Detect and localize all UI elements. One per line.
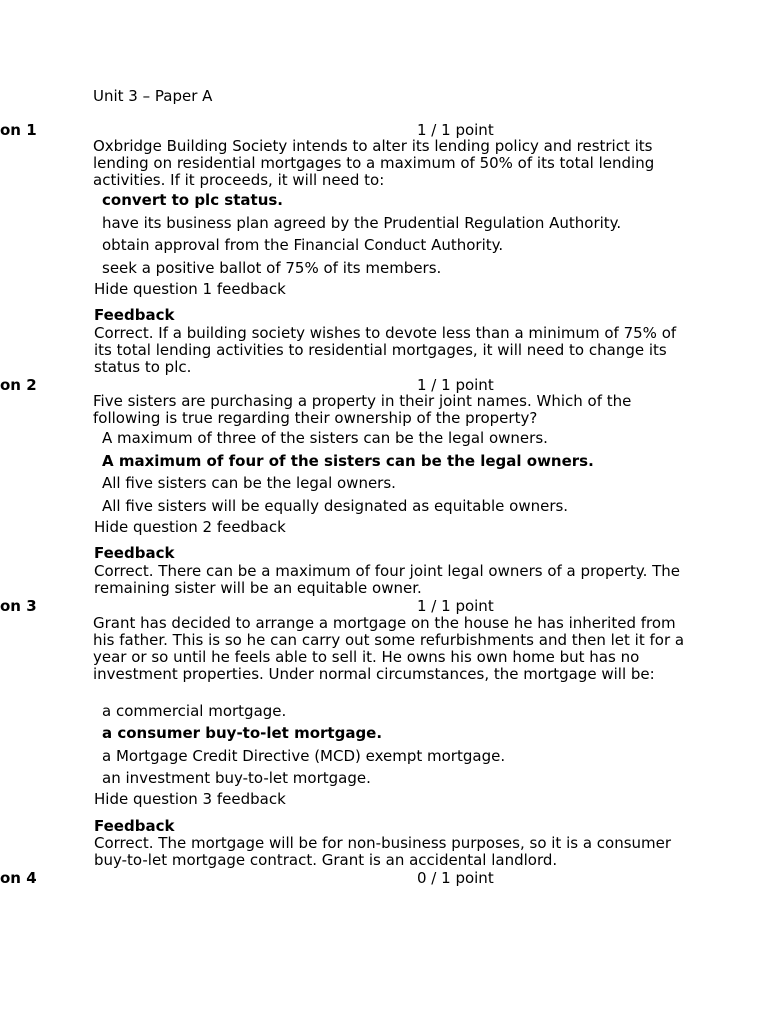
question-4-label: on 4 — [0, 869, 37, 887]
question-2-text: Five sisters are purchasing a property in their joint names. Which of the following is true regarding their ownership of the property? — [93, 392, 632, 427]
question-3-score: 1 / 1 point — [417, 597, 494, 615]
question-1-option-4[interactable]: seek a positive ballot of 75% of its members. — [102, 259, 442, 277]
feedback-text-3: Correct. The mortgage will be for non-business purposes, so it is a consumer buy-to-let mortgage contract. Grant is an accidental landlord. — [94, 834, 672, 869]
question-2-option-4[interactable]: All five sisters will be equally designated as equitable owners. — [102, 497, 569, 515]
hide-feedback-toggle-3[interactable]: Hide question 3 feedback — [94, 790, 286, 808]
hide-feedback-toggle-2[interactable]: Hide question 2 feedback — [94, 518, 286, 536]
question-3-text: Grant has decided to arrange a mortgage on the house he has inherited from his father. This is so he can carry out some refurbishments and then let it for a year or so until he feels able to sell it. He owns his own home but has no investment properties. Under normal circumstances, the mortgage will be: — [93, 614, 685, 683]
question-3-option-4[interactable]: an investment buy-to-let mortgage. — [102, 769, 371, 787]
question-1-option-1[interactable]: convert to plc status. — [102, 191, 284, 209]
page-title: Unit 3 – Paper A — [93, 87, 213, 105]
question-2-option-2[interactable]: A maximum of four of the sisters can be the legal owners. — [102, 452, 594, 470]
question-3-label: on 3 — [0, 597, 37, 615]
hide-feedback-toggle-1[interactable]: Hide question 1 feedback — [94, 280, 286, 298]
question-1-text: Oxbridge Building Society intends to alter its lending policy and restrict its lending on residential mortgages to a maximum of 50% of its total lending activities. If it proceeds, it will need to: — [93, 137, 655, 189]
question-1-score: 1 / 1 point — [417, 121, 494, 139]
feedback-text-1: Correct. If a building society wishes to devote less than a minimum of 75% of its total lending activities to residential mortgages, it will need to change its status to plc. — [94, 324, 677, 376]
question-2-option-1[interactable]: A maximum of three of the sisters can be the legal owners. — [102, 429, 548, 447]
question-2-option-3[interactable]: All five sisters can be the legal owners. — [102, 474, 396, 492]
question-1-option-2[interactable]: have its business plan agreed by the Prudential Regulation Authority. — [102, 214, 622, 232]
question-1-option-3[interactable]: obtain approval from the Financial Conduct Authority. — [102, 236, 504, 254]
question-2-score: 1 / 1 point — [417, 376, 494, 394]
question-2-label: on 2 — [0, 376, 37, 394]
feedback-heading-1: Feedback — [94, 306, 175, 324]
question-3-option-1[interactable]: a commercial mortgage. — [102, 702, 287, 720]
feedback-heading-2: Feedback — [94, 544, 175, 562]
question-4-score: 0 / 1 point — [417, 869, 494, 887]
question-1-label: on 1 — [0, 121, 37, 139]
feedback-heading-3: Feedback — [94, 817, 175, 835]
question-3-option-2[interactable]: a consumer buy-to-let mortgage. — [102, 724, 383, 742]
question-3-option-3[interactable]: a Mortgage Credit Directive (MCD) exempt mortgage. — [102, 747, 506, 765]
feedback-text-2: Correct. There can be a maximum of four joint legal owners of a property. The remaining sister will be an equitable owner. — [94, 562, 681, 597]
